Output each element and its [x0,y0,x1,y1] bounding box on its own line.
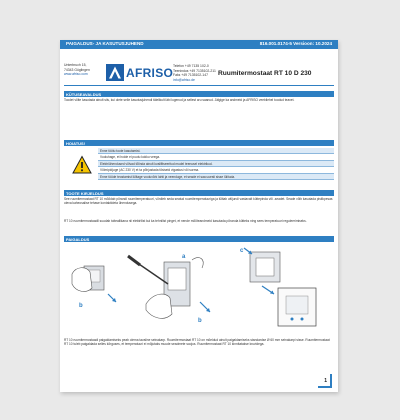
label-b-step1: b [79,303,83,309]
email-link[interactable]: info@afriso.de [173,77,195,82]
section-header-installation [64,236,334,242]
section-title: HOIATUS! [66,140,86,146]
address-line-2: 74343 Güglingen [64,67,90,72]
warning-list [98,148,334,180]
warning-item: Elektriühendused võivad tõlinda ainult kvalifitseeritud mudel teenusel elektrikud. [98,161,334,167]
doc-type: PAIGALDUS- JA KASUTUSJUHEND [66,41,144,46]
intro-paragraph: Toodet võite kasutada ainult siis, kui olete selle kasutusjuhendi täielikult läbi lugenud ja sellest aru saanud. Jälgige ka andmeid ja AFRISO veebilehel toodud teavet. [64,98,295,102]
doc-version: 816.001.0174-5 Versioon: 10.2024 [259,41,332,46]
installation-paragraph: RT 10 ruumitermostaadi paigaldamiseks peab olema tavaline seinakarp. Ruumitermostaat RT 10 on mõeldud ainult paigaldamiseks standardse Ø 60 mm seinakarpi sisse. Ruumitermostaat RT 10 tuleb paigaldada selles kõrguses, et temperatuuri ei mõjutaks muude seadmete soojus. Ruumitermostaat RT 10 kinnitatakse kruvidega. [64,338,330,347]
step-3-drawing [244,248,316,326]
label-b-step2: b [198,318,202,324]
logo-text: AFRISO [126,66,174,80]
warning-item: Võimipidjuge (AC 230 V) et ta põhjustada tõsiseid vigastusi või surma. [98,167,334,173]
label-c-step3: c [240,248,244,254]
section-title: PAIGALDUS [66,236,90,242]
title-divider [64,85,334,86]
section-title: KÜTUSEAVALDUS [66,91,102,97]
step-2-drawing [128,256,210,318]
fax-number: Faks +49 7135102-147 [173,73,208,78]
company-address [64,63,90,77]
warning-item: Vooluhage, et hoide ei puutu kokku veega. [98,154,334,160]
page-number-box [318,374,332,388]
service-number: Teenindus +49 7135102-211 [173,68,216,73]
phone-number: Telefon +49 7135 102-0 [173,64,209,68]
installation-illustration [64,244,334,334]
company-website-link[interactable]: www.afriso.com [64,72,88,77]
warning-item: Enne töötu toote kasutamist. [98,148,334,154]
warning-triangle-icon [72,155,92,175]
page-number: 1 [324,378,327,384]
label-a-step2: a [182,254,186,260]
step-1-drawing [72,266,116,302]
section-title: TOOTE KIRJELDUS [66,190,104,196]
afriso-logo [106,64,174,81]
address-line-1: Unterbruch 15, [64,63,87,67]
description-paragraph-1: See ruumitermostaat RT 10 mõõdab põrandi ruumitemperatuuri, võrdleb seda seatud ruumitemperatuuriga ja lülitab väljundi vastavalt küttepinda või -seadet. Seade võib kasutada pistikpesas oleva kaheosalise tehase kontaktideta ühendusega. [64,197,333,206]
manual-page [60,40,338,392]
product-title: Ruumitermostaat RT 10 D 230 [218,70,312,77]
afriso-logo-mark-icon [106,64,124,81]
section-header-usage [64,91,334,97]
header-bar [60,40,338,49]
warning-box [64,147,334,187]
section-header-description [64,190,334,196]
warning-item: Enne tööde teostamist lülitage vooluvõrk lahti ja veenduge, et seade ei saa uuesti sisse lülituda. [98,174,334,180]
description-paragraph-2: RT 10 ruumitermostaadil suudab toiteallikana nii elektrilist kui ka tehnilist pinget, et nende mõõteandmeid kasutada põranda kütteks ning sees temperatuuri reguleerimiseks. [64,219,307,223]
section-header-warning [64,140,334,146]
contact-info [173,64,216,82]
